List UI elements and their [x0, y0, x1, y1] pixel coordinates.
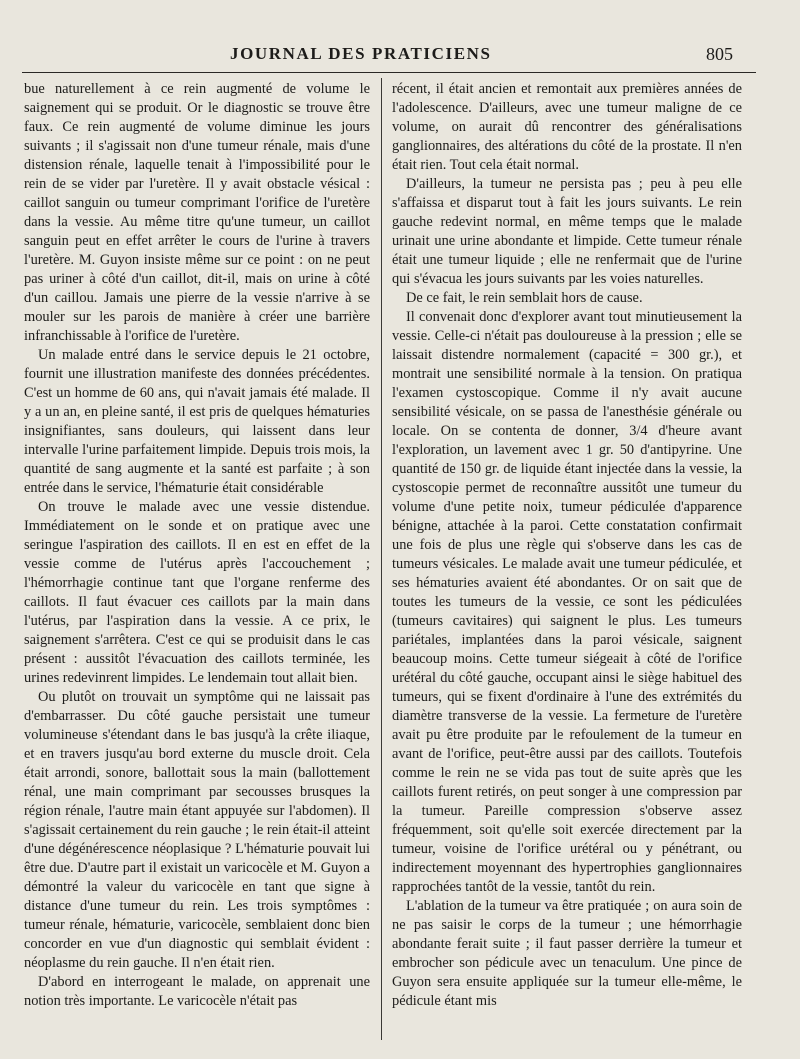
header-rule: [22, 72, 756, 73]
paragraph: Un malade entré dans le service depuis le 21 octobre, fournit une illustration manifeste des données précédentes. C'est un homme de 60 ans, qui n'avait jamais été malade. Il y a un an, en pleine santé, il est pris de quelques hématuries insignifiantes, sans douleurs, qui laissent dans leur intervalle l'urine parfaitement limpide. Depuis trois mois, la quantité de sang augmente et la santé est parfaite ; à son entrée dans le service, l'hématurie était considérable: [24, 347, 370, 496]
paragraph: Il convenait donc d'explorer avant tout minutieusement la vessie. Celle-ci n'était pas douloureuse à la pression ; elle se laissait distendre normalement (capacité = 300 gr.), et montrait une sensibilité normale à la tension. On pratiqua l'examen cystoscopique. Comme il n'y avait aucune sensibilité vésicale, on se passa de l'anesthésie générale ou locale. On se contenta de donner, 3/4 d'heure avant l'exploration, un lavement avec 1 gr. 50 d'antipyrine. Une quantité de 150 gr. de liquide étant injectée dans la vessie, la cystoscopie permet de reconnaître aussitôt une tumeur du volume d'une petite noix, tumeur pédiculée d'apparence bénigne, attachée à la paroi. Cette constatation confirmait une fois de plus une règle qui s'observe dans les cas de tumeurs vésicales. Le malade avait une tumeur pédiculée, et ses hématuries avaient été abondantes. Or on sait que de toutes les tumeurs de la vessie, ce sont les pédiculées (tumeurs cavitaires) qui saignent le plus. Les tumeurs pariétales, implantées dans la paroi vésicale, saignent beaucoup moins. Cette tumeur siégeait à côté de l'orifice urétéral du côté gauche, occupant ainsi le siège habituel des tumeurs, qui se fixent d'ordinaire à l'une des extrémités du diamètre transverse de la vessie. La fermeture de l'uretère avait pu être produite par le refoulement de la tumeur en avant de l'orifice, peut-être aussi par des caillots. Toutefois comme le rein ne se vida pas tout de suite après que les caillots furent retirés, on peut songer à une compression par la tumeur. Pareille compression s'observe assez fréquemment, soit qu'elle soit exercée directement par la tumeur, voisine de l'orifice urétéral ou y pénétrant, ou indirectement moyennant des hypertrophies ganglionnaires rapprochées tantôt de la vessie, tantôt du rein.: [392, 309, 742, 895]
paragraph: bue naturellement à ce rein augmenté de volume le saignement qui se produit. Or le diagnostic se trouve être faux. Ce rein augmenté de volume diminue les jours suivants ; il s'agissait non d'une tumeur rénale, mais d'une distension rénale, laquelle tenait à l'impossibilité pour le rein de se vider par l'uretère. Il y avait obstacle vésical : caillot sanguin ou tumeur comprimant l'orifice de l'uretère dans la vessie. Au même titre qu'une tumeur, un caillot sanguin peut en effet arrêter le cours de l'urine à travers l'uretère. M. Guyon insiste même sur ce point : on ne peut pas uriner à côté d'un caillot, dit-il, mais on urine à côté d'un caillou. Jamais une pierre de la vessie n'arrive à se mouler sur les parois de manière à créer une barrière infranchissable à l'orifice de l'uretère.: [24, 81, 370, 344]
paragraph: On trouve le malade avec une vessie distendue. Immédiatement on le sonde et on pratique avec une seringue l'aspiration des caillots. Il en est en effet de la vessie comme de l'utérus après l'accouchement ; l'hémorrhagie continue tant que l'organe renferme des caillots. Il faut évacuer ces caillots par la main dans l'utérus, par l'aspiration dans la vessie. A ce prix, le saignement s'arrêtera. C'est ce qui se produisit dans le cas présent : aussitôt l'évacuation des caillots terminée, les urines redevinrent limpides. Le lendemain tout allait bien.: [24, 499, 370, 686]
journal-title: JOURNAL DES PRATICIENS: [230, 44, 492, 63]
column-divider: [381, 78, 382, 1040]
paragraph: D'abord en interrogeant le malade, on apprenait une notion très importante. Le varicocèle n'était pas: [24, 974, 370, 1009]
left-column: [24, 80, 370, 1040]
paragraph: De ce fait, le rein semblait hors de cause.: [406, 290, 643, 306]
paragraph: D'ailleurs, la tumeur ne persista pas ; peu à peu elle s'affaissa et disparut tout à fait les jours suivants. Le rein gauche redevint normal, en même temps que le malade urinait une urine abondante et limpide. Cette tumeur rénale était une tumeur liquide ; elle ne renfermait que de l'urine qui s'évacua les jours suivants par les voies naturelles.: [392, 176, 742, 287]
running-head: [0, 40, 800, 68]
page-number: 805: [706, 44, 733, 64]
right-column: [392, 80, 742, 1040]
paragraph: récent, il était ancien et remontait aux premières années de l'adolescence. D'ailleurs, avec une tumeur maligne de ce volume, on aurait dû rencontrer des généralisations ganglionnaires, des altérations du côté de la prostate. Il n'en était rien. Tout cela était normal.: [392, 81, 742, 173]
paragraph: L'ablation de la tumeur va être pratiquée ; on aura soin de ne pas saisir le corps de la tumeur ; une hémorrhagie abondante ferait suite ; il faut passer derrière la tumeur et embrocher son pédicule avec un tenaculum. Une pince de Guyon sera ensuite appliquée sur la tumeur elle-même, le pédicule étant mis: [392, 898, 742, 1009]
paragraph: Ou plutôt on trouvait un symptôme qui ne laissait pas d'embarrasser. Du côté gauche persistait une tumeur volumineuse s'étendant dans le bas jusqu'à la crête iliaque, et en travers jusqu'au bord externe du muscle droit. Cela était arrondi, sonore, ballottait sous la main (ballottement rénal, une main comprimant par secousses brusques la région rénale, l'autre main étant appuyée sur l'abdomen). Il s'agissait certainement du rein gauche ; le rein était-il atteint d'une dégénérescence néoplasique ? L'hématurie pouvait lui être due. D'autre part il existait un varicocèle et M. Guyon a démontré la valeur du varicocèle en tant que signe à distance d'une tumeur du rein. Les trois symptômes : tumeur rénale, hématurie, varicocèle, semblaient donc bien concorder en vue d'un diagnostic qui semblait évident : néoplasme du rein gauche. Il n'en était rien.: [24, 689, 370, 971]
